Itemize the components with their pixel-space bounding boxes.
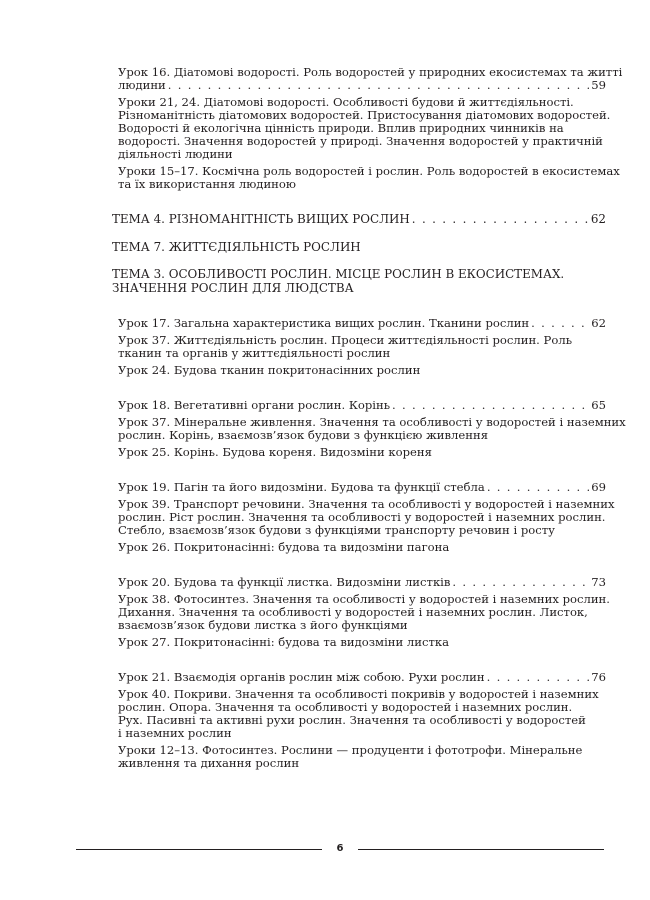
table-of-contents xyxy=(112,65,626,774)
entry-text: Урок 17. Загальна характеристика вищих рослин. Тканини рослин xyxy=(118,316,530,330)
entry-line xyxy=(118,178,606,191)
toc-entry xyxy=(118,446,606,459)
toc-entry xyxy=(118,317,606,330)
entry-line xyxy=(118,446,606,459)
entry-text: та їх використання людиною xyxy=(118,177,296,191)
entry-line xyxy=(118,757,606,770)
entry-line xyxy=(118,636,606,649)
entry-line xyxy=(112,241,606,255)
entry-text: Стебло, взаємозв’язок будови з функціями транспорту речовин і росту xyxy=(118,523,555,537)
entry-text: рослин. Ріст рослин. Значення та особливості у водоростей і наземних рослин. xyxy=(118,510,606,524)
page-ref: 69 xyxy=(591,480,606,494)
entry-line xyxy=(118,65,623,79)
entry-line xyxy=(118,347,606,360)
entry-text: Урок 25. Корінь. Будова кореня. Видозміни кореня xyxy=(118,445,432,459)
entry-text: Урок 40. Покриви. Значення та особливості покривів у водоростей і наземних xyxy=(118,687,599,701)
leader-dots xyxy=(452,576,589,589)
entry-text: ТЕМА 4. РІЗНОМАНІТНІСТЬ ВИЩИХ РОСЛИН xyxy=(112,212,410,226)
entry-text: Урок 24. Будова тканин покритонасінних рослин xyxy=(118,363,421,377)
toc-theme xyxy=(112,241,606,255)
entry-line xyxy=(118,79,606,92)
entry-line xyxy=(118,317,606,330)
entry-text: Уроки 21, 24. Діатомові водорості. Особливості будови й життєдіяльності. xyxy=(118,95,574,109)
entry-line xyxy=(118,671,606,684)
entry-line xyxy=(118,727,606,740)
leader-dots xyxy=(168,79,589,92)
toc-entry xyxy=(118,541,606,554)
toc-entry xyxy=(118,497,615,537)
entry-text: людини xyxy=(118,78,166,92)
toc-theme xyxy=(112,268,606,295)
toc-entry xyxy=(118,65,623,92)
entry-text: Урок 37. Мінеральне живлення. Значення та особливості у водоростей і наземних xyxy=(118,415,626,429)
entry-line xyxy=(118,576,606,589)
toc-entry xyxy=(118,688,606,740)
leader-dots xyxy=(487,671,590,684)
entry-text: Уроки 12–13. Фотосинтез. Рослини — продуценти і фототрофи. Мінеральне xyxy=(118,743,583,757)
entry-text: Різноманітність діатомових водоростей. Пристосування діатомових водоростей. xyxy=(118,108,611,122)
leader-dots xyxy=(392,399,589,412)
toc-entry xyxy=(118,415,626,442)
toc-entry xyxy=(118,481,606,494)
toc-entry xyxy=(118,364,606,377)
entry-line xyxy=(118,524,606,537)
entry-text: Урок 39. Транспорт речовини. Значення та особливості у водоростей і наземних xyxy=(118,497,615,511)
page-ref: 62 xyxy=(591,316,606,330)
entry-line xyxy=(112,268,606,282)
entry-text: Урок 20. Будова та функції листка. Видозміни листків xyxy=(118,575,451,589)
entry-line xyxy=(112,213,606,227)
entry-text: ТЕМА 7. ЖИТТЄДІЯЛЬНІСТЬ РОСЛИН xyxy=(112,239,361,254)
entry-text: Водорості й екологічна цінність природи. Вплив природних чинників на xyxy=(118,121,564,135)
footer-rule-right xyxy=(358,849,604,850)
toc-entry xyxy=(118,592,610,632)
entry-line xyxy=(118,429,606,442)
entry-line xyxy=(118,148,606,161)
page-ref: 62 xyxy=(590,212,606,226)
page-number: 6 xyxy=(336,843,344,854)
entry-text: Рух. Пасивні та активні рухи рослин. Значення та особливості у водоростей xyxy=(118,713,586,727)
entry-text: Урок 19. Пагін та його видозміни. Будова та функції стебла xyxy=(118,480,485,494)
entry-text: Урок 27. Покритонасінні: будова та видозміни листка xyxy=(118,635,450,649)
toc-entry xyxy=(118,671,606,684)
leader-dots xyxy=(412,213,589,227)
toc-entry xyxy=(118,576,606,589)
entry-text: Урок 21. Взаємодія органів рослин між собою. Рухи рослин xyxy=(118,670,485,684)
toc-entry xyxy=(118,95,611,161)
entry-text: Дихання. Значення та особливості у водоростей і наземних рослин. Листок, xyxy=(118,605,588,619)
page-footer xyxy=(76,843,604,855)
entry-text: рослин. Корінь, взаємозв’язок будови з функцією живлення xyxy=(118,428,489,442)
entry-line xyxy=(118,364,606,377)
entry-line xyxy=(118,541,606,554)
entry-text: Урок 37. Життєдіяльність рослин. Процеси життєдіяльності рослин. Роль xyxy=(118,333,573,347)
entry-text: Урок 18. Вегетативні органи рослин. Корінь xyxy=(118,398,391,412)
entry-text: діяльності людини xyxy=(118,147,233,161)
page-ref: 73 xyxy=(591,575,606,589)
toc-entry xyxy=(118,164,620,191)
entry-line xyxy=(118,481,606,494)
toc-entry xyxy=(118,334,606,360)
entry-line xyxy=(118,399,606,412)
toc-entry xyxy=(118,744,606,770)
entry-text: ТЕМА 3. ОСОБЛИВОСТІ РОСЛИН. МІСЦЕ РОСЛИН В ЕКОСИСТЕМАХ. xyxy=(112,267,565,281)
entry-text: Урок 16. Діатомові водорості. Роль водоростей у природних екосистемах та житті xyxy=(118,65,623,79)
leader-dots xyxy=(487,481,589,494)
page-ref: 65 xyxy=(591,398,606,412)
entry-line xyxy=(112,282,606,296)
leader-dots xyxy=(531,317,589,330)
entry-text: живлення та дихання рослин xyxy=(118,756,300,770)
entry-text: Урок 26. Покритонасінні: будова та видозміни пагона xyxy=(118,540,450,554)
entry-text: Уроки 15–17. Космічна роль водоростей і рослин. Роль водоростей в екосистемах xyxy=(118,164,620,178)
entry-line xyxy=(118,619,606,632)
toc-entry xyxy=(118,399,606,412)
page-ref: 76 xyxy=(591,670,606,684)
entry-text: взаємозв’язок будови листка з його функціями xyxy=(118,618,408,632)
entry-text: рослин. Опора. Значення та особливості у водоростей і наземних рослин. xyxy=(118,700,573,714)
toc-theme xyxy=(112,213,606,227)
entry-text: ЗНАЧЕННЯ РОСЛИН ДЛЯ ЛЮДСТВА xyxy=(112,280,354,295)
entry-text: і наземних рослин xyxy=(118,726,232,740)
entry-text: тканин та органів у життєдіяльності рослин xyxy=(118,346,391,360)
page-ref: 59 xyxy=(591,78,606,92)
entry-text: Урок 38. Фотосинтез. Значення та особливості у водоростей і наземних рослин. xyxy=(118,592,610,606)
entry-text: водорості. Значення водоростей у природі. Значення водоростей у практичній xyxy=(118,134,603,148)
toc-entry xyxy=(118,636,606,649)
